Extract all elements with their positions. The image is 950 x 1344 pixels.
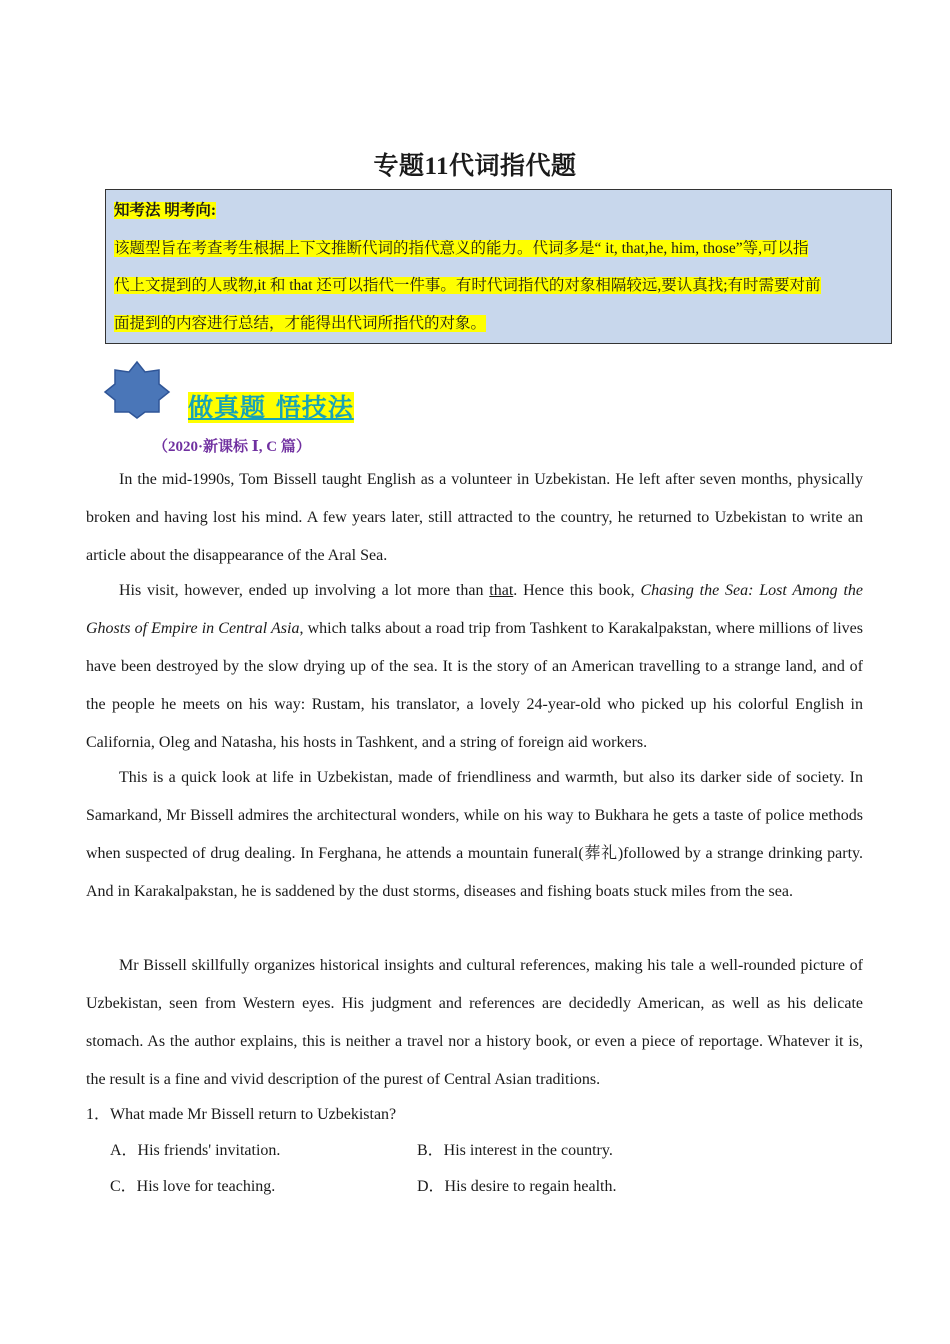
book-title: Chasing the Sea: Lost Among the Ghosts of Empire in Central Asia xyxy=(86,582,863,637)
paragraph-text: , which talks about a road trip from Tashkent to Karakalpakstan, where millions of lives have been destroyed by the slow drying up of the sea. It is the story of an American travelling to a strange land, and of the people he meets on his way: Rustam, his translator, a lovely 24-year-old who picked up his colorful English in California, Oleg and Natasha, his hosts in Tashkent, and a string of foreign aid workers. xyxy=(86,620,863,751)
passage-paragraph-2 xyxy=(86,572,863,762)
paragraph-text: . Hence this book, xyxy=(513,582,641,599)
underlined-word: that xyxy=(489,582,514,599)
page-title: 专题11代词指代题 xyxy=(373,153,577,180)
passage-paragraph-4: Mr Bissell skillfully organizes historical insights and cultural references, making his tale a well-rounded picture of Uzbekistan, seen from Western eyes. His judgment and references are decidedly American, as well as his delicate stomach. As the author explains, this is neither a travel nor a history book, or even a piece of reportage. Whatever it is, the result is a fine and vivid description of the purest of Central Asian traditions. xyxy=(86,957,863,1088)
option-d[interactable]: D．His desire to regain health. xyxy=(417,1178,617,1195)
passage-paragraph-3: This is a quick look at life in Uzbekistan, made of friendliness and warmth, but also its darker side of society. In Samarkand, Mr Bissell admires the architectural wonders, while on his way to Bukhara he gets a taste of police methods when suspected of drug dealing. In Ferghana, he attends a mountain funeral(葬礼)followed by a strange drinking party. And in Karakalpakstan, he is saddened by the dust storms, diseases and fishing boats stuck miles from the sea. xyxy=(86,769,863,900)
star-icon xyxy=(103,360,171,420)
question-stem: 1．What made Mr Bissell return to Uzbekistan? xyxy=(86,1106,397,1123)
section-heading: 做真题 悟技法 xyxy=(188,393,354,422)
paragraph-text: His visit, however, ended up involving a lot more than xyxy=(119,582,490,599)
exam-tips-line: 面提到的内容进行总结，才能得出代词所指代的对象。 xyxy=(114,314,487,332)
exam-tips-box xyxy=(105,189,892,344)
exam-tips-line: 该题型旨在考查考生根据上下文推断代词的指代意义的能力。代词多是“ it, that,he, him, those”等,可以指 xyxy=(114,239,809,257)
source-tag: （2020·新课标 Ⅰ, C 篇） xyxy=(153,439,311,455)
passage-paragraph-1: In the mid-1990s, Tom Bissell taught English as a volunteer in Uzbekistan. He left after seven months, physically broken and having lost his mind. A few years later, still attracted to the country, he returned to Uzbekistan to write an article about the disappearance of the Aral Sea. xyxy=(86,471,863,564)
option-b[interactable]: B．His interest in the country. xyxy=(417,1142,613,1159)
exam-tips-content xyxy=(114,192,884,342)
exam-tips-line: 代上文提到的人或物,it 和 that 还可以指代一件事。有时代词指代的对象相隔较远,要认真找;有时需要对前 xyxy=(114,277,821,294)
exam-tips-heading: 知考法 明考向: xyxy=(114,202,217,219)
option-a[interactable]: A．His friends' invitation. xyxy=(110,1142,281,1159)
option-c[interactable]: C．His love for teaching. xyxy=(110,1178,276,1195)
